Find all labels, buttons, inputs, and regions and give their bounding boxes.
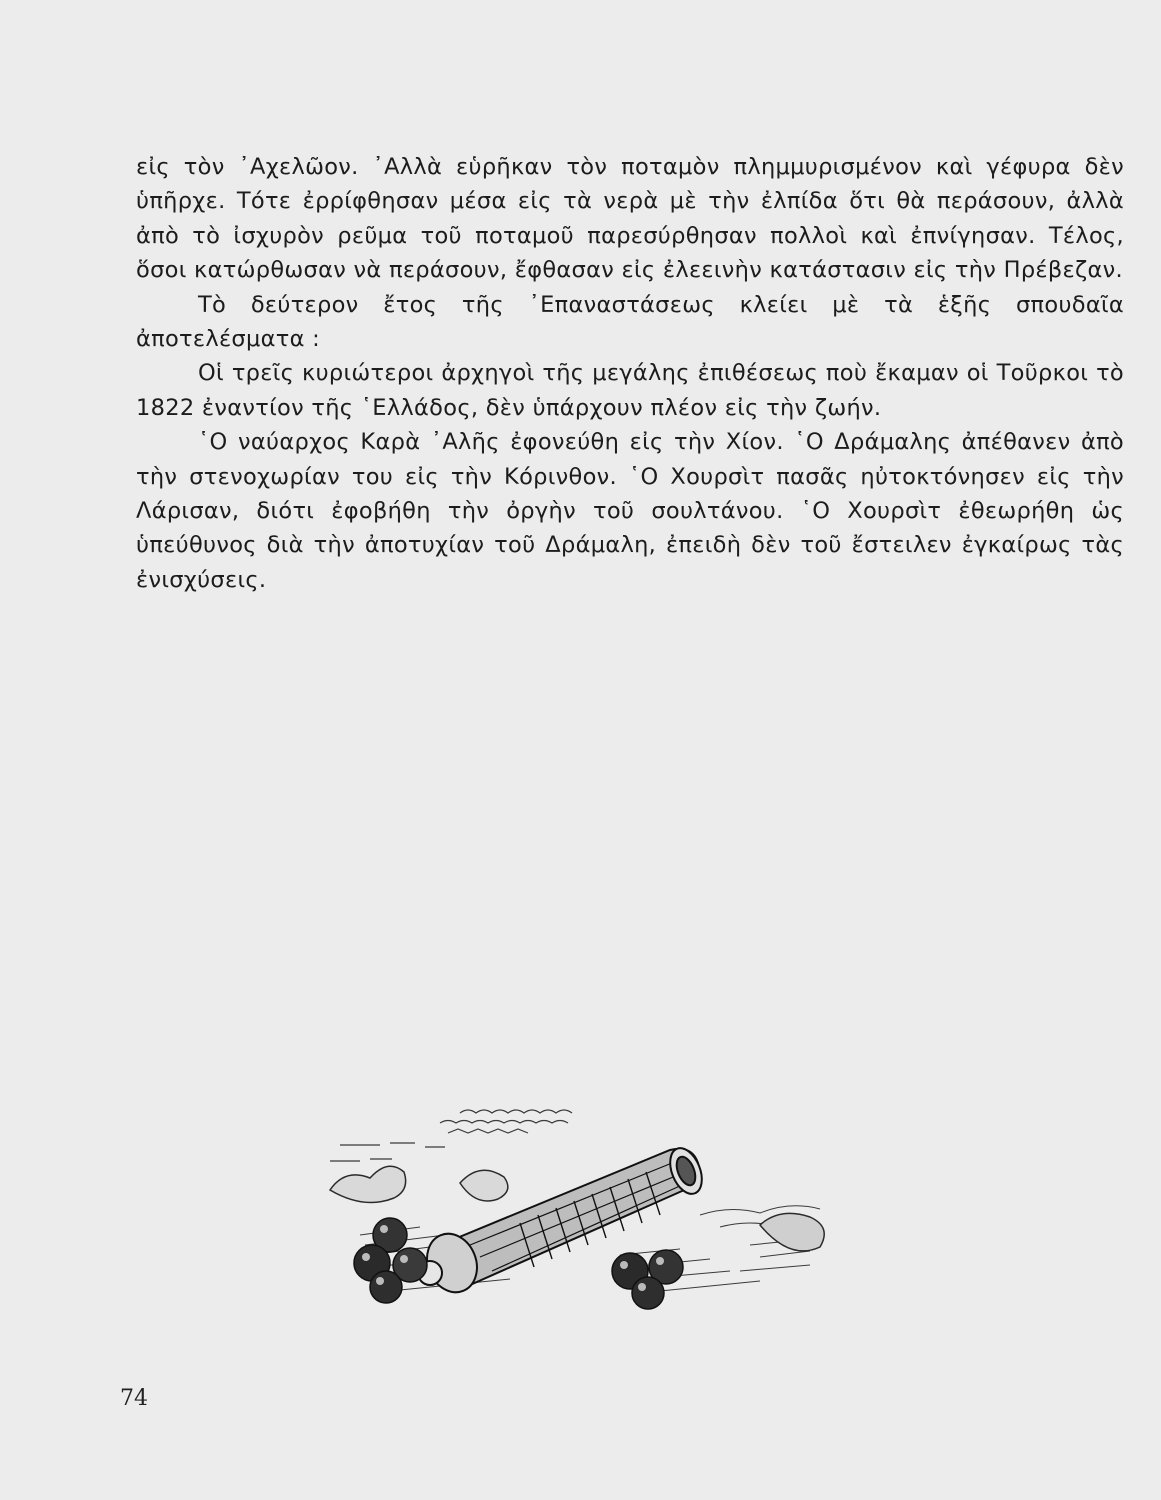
cannon-illustration-icon <box>320 1095 840 1315</box>
paragraph-2: Τὸ δεύτερον ἔτος τῆς ᾿Επαναστάσεως κλείει μὲ τὰ ἑξῆς σπουδαῖα ἀποτελέσματα : <box>136 291 1124 353</box>
paragraph-4: ῾Ο ναύαρχος Καρὰ ᾿Αλῆς ἐφονεύθη εἰς τὴν Χίον. ῾Ο Δράμαλης ἀπέθανεν ἀπὸ τὴν στενοχωρίαν του εἰς τὴν Κόρινθον. ῾Ο Χουρσὶτ πασᾶς ηὐτοκτόνησεν εἰς τὴν Λάρισαν, διότι ἐφοβήθη τὴν ὀργὴν τοῦ σουλτάνου. ῾Ο Χουρσὶτ ἐθεωρήθη ὡς ὑπεύθυνος διὰ τὴν ἀποτυχίαν τοῦ Δράμαλη, ἐπειδὴ δὲν τοῦ ἔστειλεν ἐγκαίρως τὰς ἐνισχύσεις. <box>136 429 1124 593</box>
paragraph-1: εἰς τὸν ᾿Αχελῶον. ᾿Αλλὰ εὑρῆκαν τὸν ποταμὸν πλημμυρισμένον καὶ γέφυρα δὲν ὑπῆρχε. Τότε ἐρρίφθησαν μέσα εἰς τὰ νερὰ μὲ τὴν ἐλπίδα ὅτι θὰ περάσουν, ἀλλὰ ἀπὸ τὸ ἰσχυρὸν ρεῦμα τοῦ ποταμοῦ παρεσύρθησαν πολλοὶ καὶ ἐπνίγησαν. Τέλος, ὅσοι κατώρθωσαν νὰ περάσουν, ἔφθασαν εἰς ἐλεεινὴν κατάστασιν εἰς τὴν Πρέβεζαν. <box>136 154 1124 284</box>
paragraph-3: Οἱ τρεῖς κυριώτεροι ἀρχηγοὶ τῆς μεγάλης ἐπιθέσεως ποὺ ἔκαμαν οἱ Τοῦρκοι τὸ 1822 ἐναντίον τῆς ῾Ελλάδος, δὲν ὑπάρχουν πλέον εἰς τὴν ζωήν. <box>136 360 1124 421</box>
page-number: 74 <box>120 1386 148 1411</box>
body-text <box>136 150 1124 597</box>
